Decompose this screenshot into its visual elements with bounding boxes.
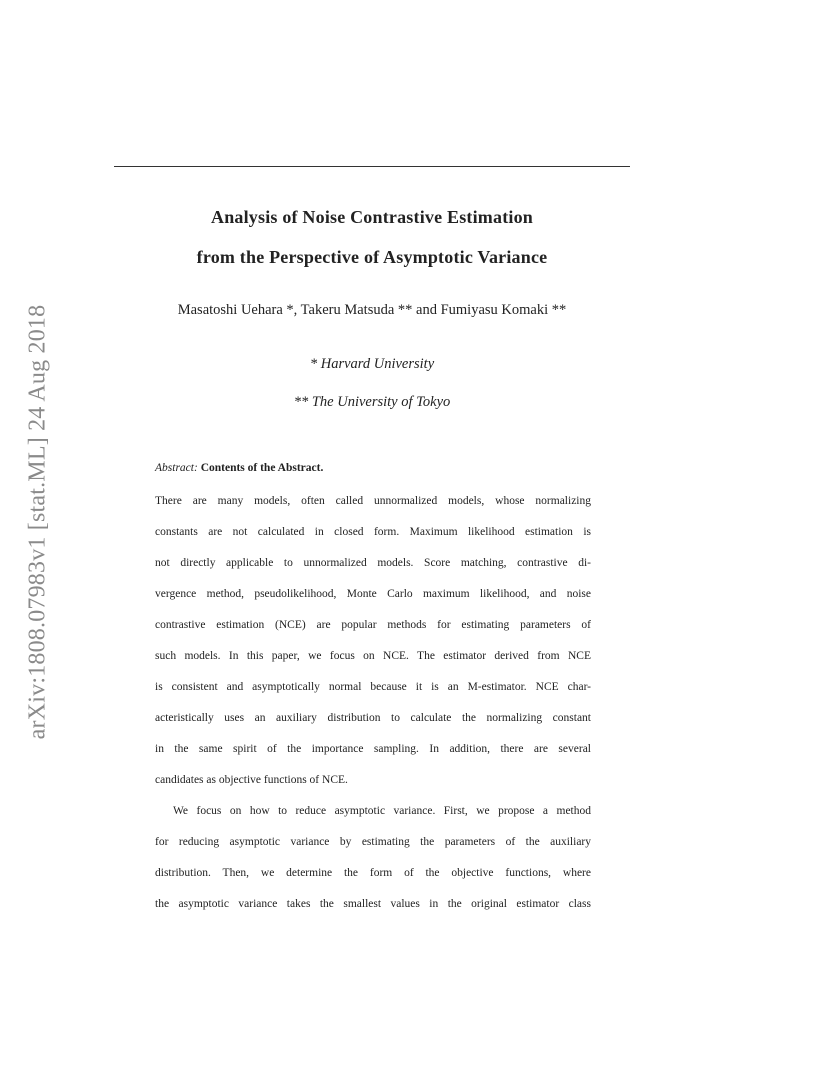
abstract-heading: Contents of the Abstract. xyxy=(200,462,324,474)
abstract-line: vergence method, pseudolikelihood, Monte Carlo maximum likelihood, and noise xyxy=(155,588,591,600)
abstract-line: for reducing asymptotic variance by estimating the parameters of the auxiliary xyxy=(155,836,591,848)
paper-title-line-2: from the Perspective of Asymptotic Variance xyxy=(196,247,548,267)
abstract-keyword: Abstract: xyxy=(155,462,198,474)
author-list: Masatoshi Uehara *, Takeru Matsuda ** and Fumiyasu Komaki ** xyxy=(177,302,567,318)
paper-title-line-1: Analysis of Noise Contrastive Estimation xyxy=(211,207,533,227)
abstract-line: the asymptotic variance takes the smallest values in the original estimator class xyxy=(155,898,591,910)
abstract-line: contrastive estimation (NCE) are popular methods for estimating parameters of xyxy=(155,619,591,631)
abstract-line: candidates as objective functions of NCE. xyxy=(155,774,348,786)
abstract-line: There are many models, often called unnormalized models, whose normalizing xyxy=(155,495,591,507)
abstract-line: in the same spirit of the importance sampling. In addition, there are several xyxy=(155,743,591,755)
abstract-line: not directly applicable to unnormalized models. Score matching, contrastive di- xyxy=(155,557,591,569)
top-rule xyxy=(114,166,630,167)
abstract-line: We focus on how to reduce asymptotic variance. First, we propose a method xyxy=(173,805,591,817)
abstract-line: distribution. Then, we determine the form of the objective functions, where xyxy=(155,867,591,879)
abstract-label xyxy=(155,462,323,474)
abstract-line: acteristically uses an auxiliary distribution to calculate the normalizing constant xyxy=(155,712,591,724)
abstract-line: is consistent and asymptotically normal because it is an M-estimator. NCE char- xyxy=(155,681,591,693)
arxiv-identifier-stamp: arXiv:1808.07983v1 [stat.ML] 24 Aug 2018 xyxy=(24,304,51,740)
abstract-line: constants are not calculated in closed form. Maximum likelihood estimation is xyxy=(155,526,591,538)
affiliation-harvard: * Harvard University xyxy=(309,356,435,372)
abstract-line: such models. In this paper, we focus on NCE. The estimator derived from NCE xyxy=(155,650,591,662)
affiliation-tokyo: ** The University of Tokyo xyxy=(293,394,451,410)
